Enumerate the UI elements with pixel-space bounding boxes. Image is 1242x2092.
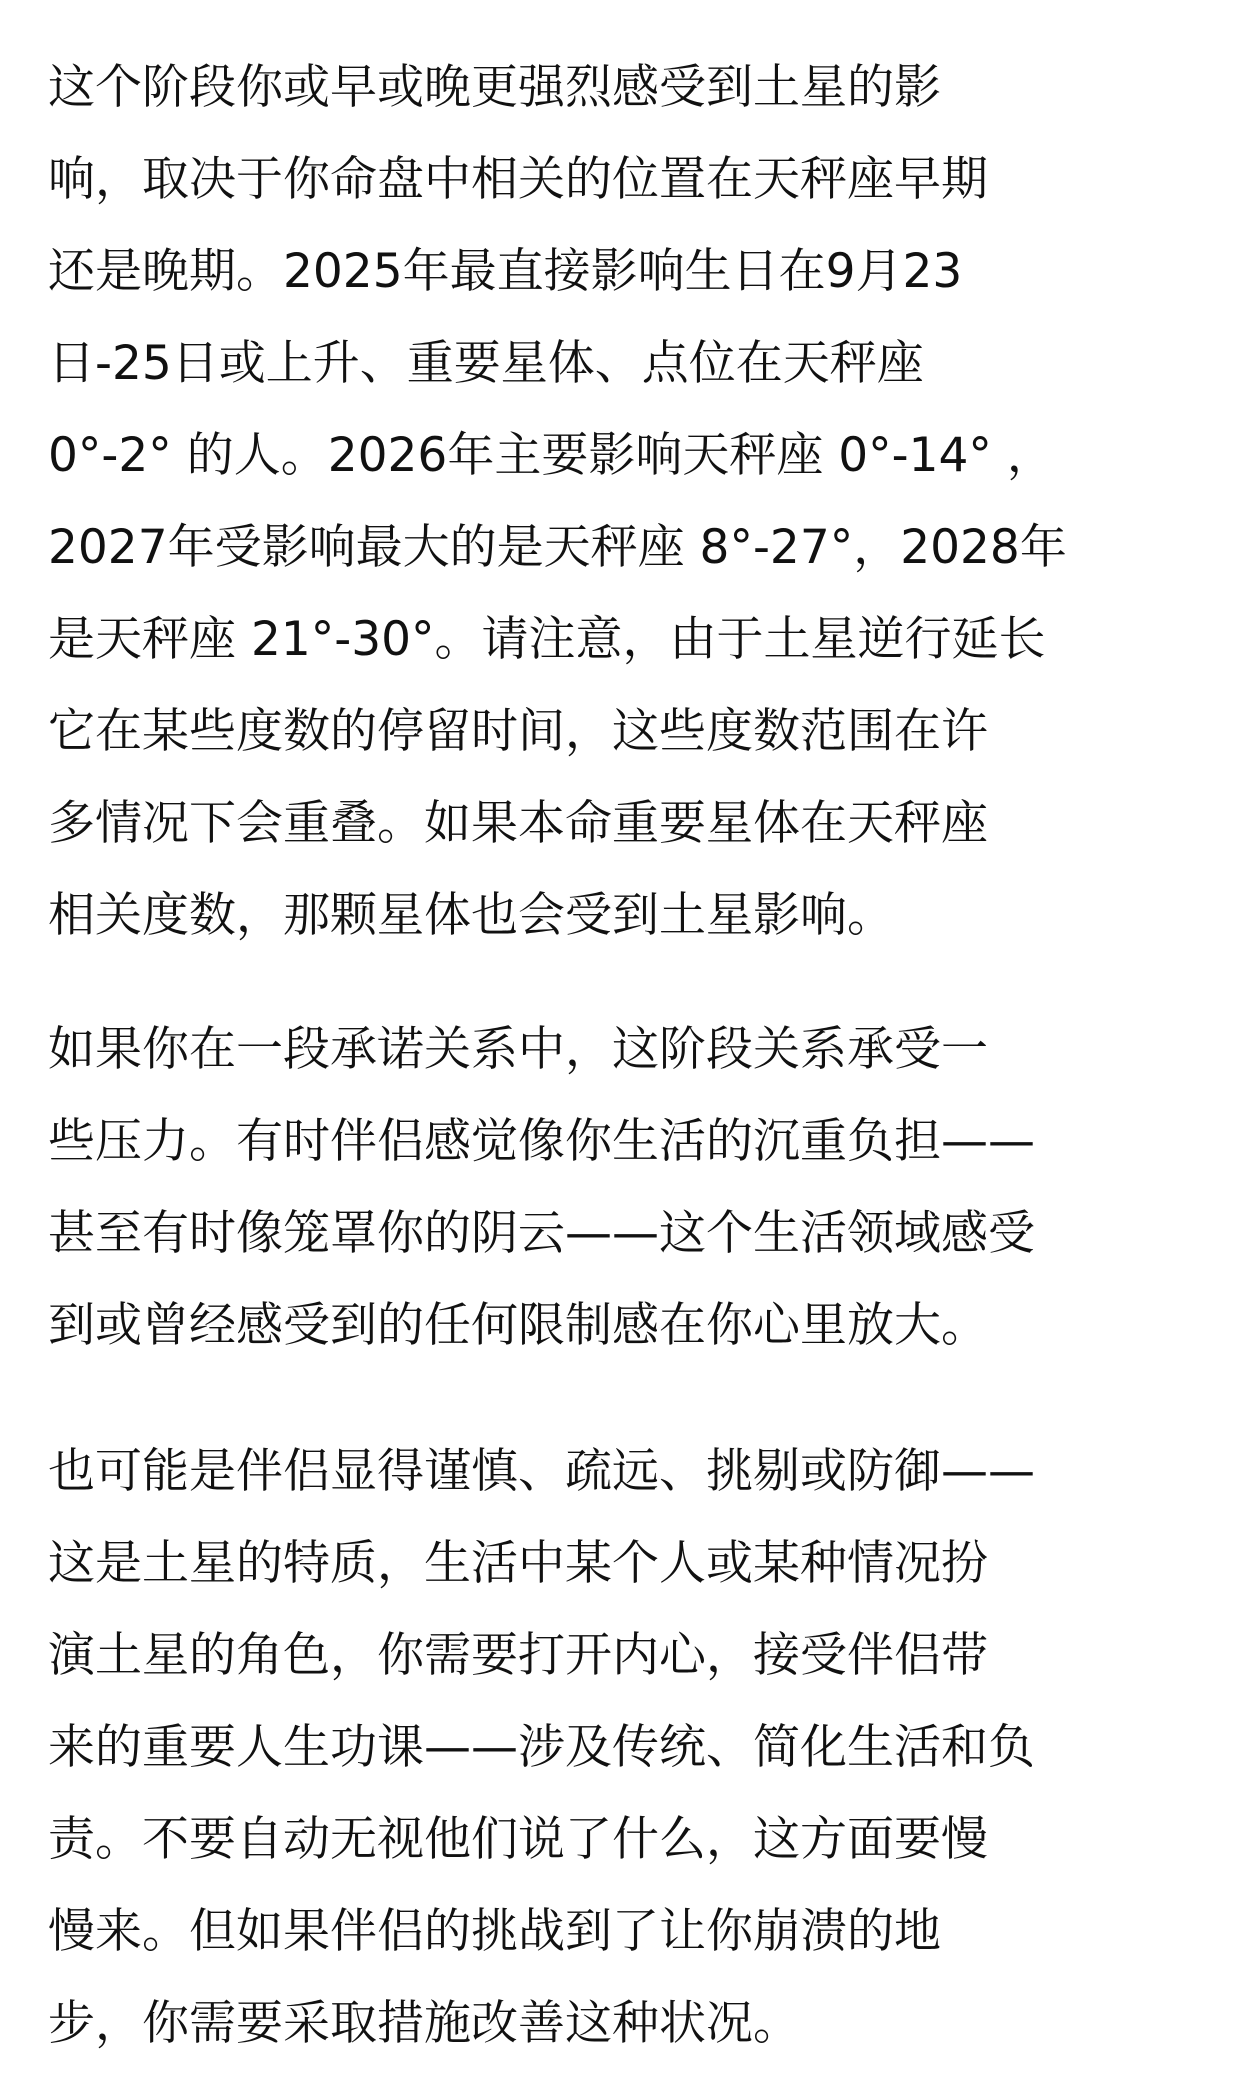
text-line: 责。不要自动无视他们说了什么，这方面要慢 [48,1812,988,1867]
paragraph-partner-lessons [48,1426,1228,2070]
text-line: 2027年受影响最大的是天秤座 8°-27°，2028年 [48,520,1067,575]
text-line: 步，你需要采取措施改善这种状况。 [48,1996,800,2051]
text-line: 来的重要人生功课——涉及传统、简化生活和负 [48,1720,1035,1775]
text-line: 甚至有时像笼罩你的阴云——这个生活领域感受 [48,1206,1035,1261]
text-line: 响，取决于你命盘中相关的位置在天秤座早期 [48,152,988,207]
text-line: 0°-2° 的人。2026年主要影响天秤座 0°-14° ， [48,428,1054,483]
text-line: 多情况下会重叠。如果本命重要星体在天秤座 [48,796,988,851]
text-line: 日-25日或上升、重要星体、点位在天秤座 [48,336,924,391]
paragraph-saturn-timing [48,42,1228,962]
paragraph-relationship-pressure [48,1004,1228,1372]
text-line: 还是晚期。2025年最直接影响生日在9月23 [48,244,963,299]
text-line: 它在某些度数的停留时间，这些度数范围在许 [48,704,988,759]
text-line: 些压力。有时伴侣感觉像你生活的沉重负担—— [48,1114,1035,1169]
text-line: 是天秤座 21°-30°。请注意，由于土星逆行延长 [48,612,1046,667]
text-line: 演土星的角色，你需要打开内心，接受伴侣带 [48,1628,988,1683]
text-line: 慢来。但如果伴侣的挑战到了让你崩溃的地 [48,1904,941,1959]
text-line: 如果你在一段承诺关系中，这阶段关系承受一 [48,1022,988,1077]
text-line: 也可能是伴侣显得谨慎、疏远、挑剔或防御—— [48,1444,1035,1499]
text-line: 这个阶段你或早或晚更强烈感受到土星的影 [48,60,941,115]
text-line: 这是土星的特质，生活中某个人或某种情况扮 [48,1536,988,1591]
text-line: 相关度数，那颗星体也会受到土星影响。 [48,888,894,943]
text-line: 到或曾经感受到的任何限制感在你心里放大。 [48,1298,988,1353]
